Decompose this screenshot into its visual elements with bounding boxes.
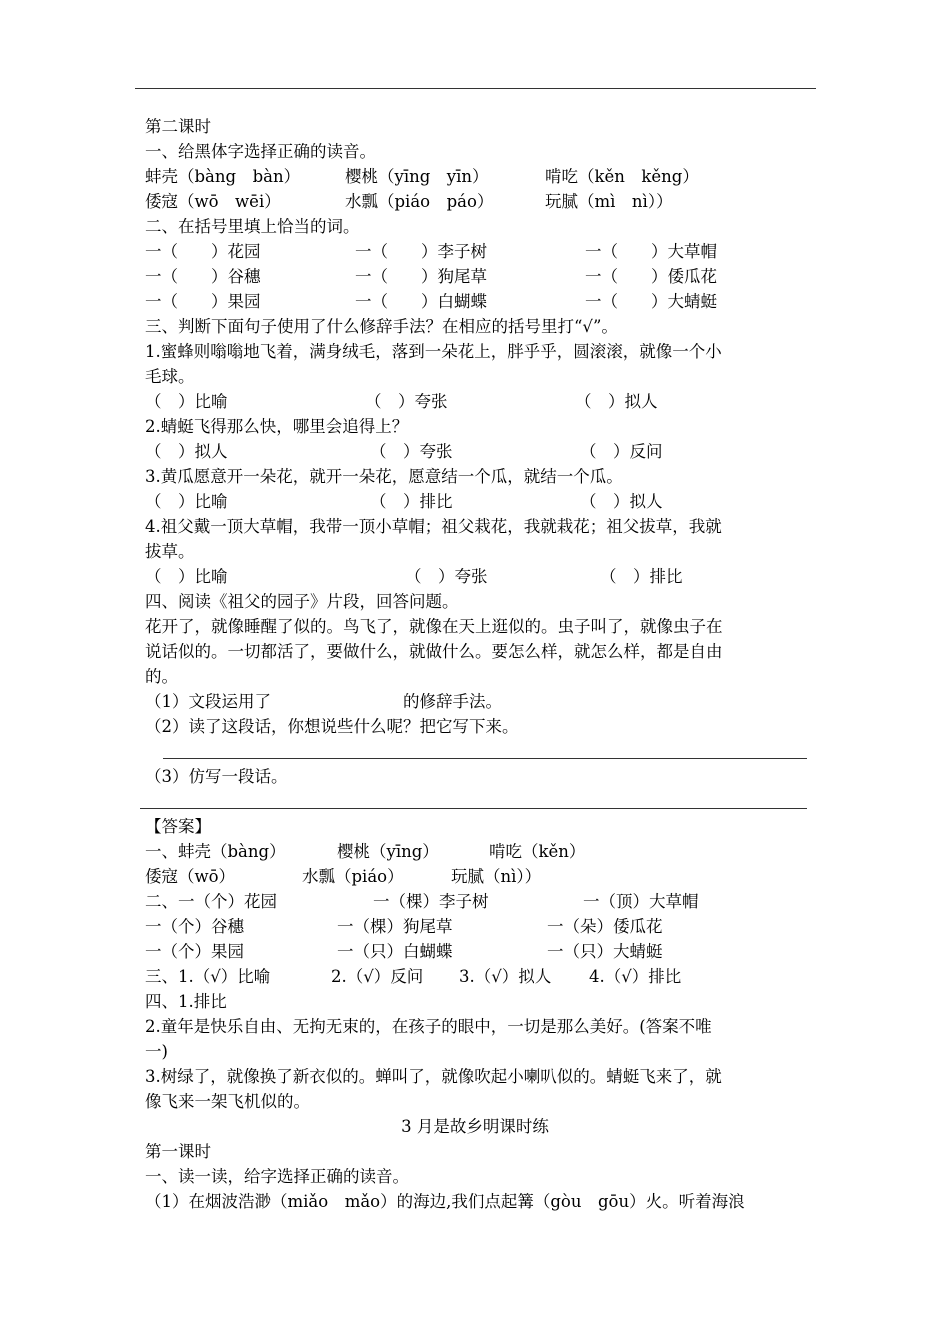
- q1-item: 啃吃（kěn kěng）: [545, 167, 699, 186]
- q1-item: 水瓢（piáo páo）: [345, 192, 494, 211]
- q1-item: 玩腻（mì nì））: [545, 192, 673, 211]
- lesson3-q1-line: （1）在烟波浩渺（miǎo mǎo）的海边,我们点起篝（gòu gōu）火。听着海浪: [145, 1192, 745, 1211]
- q2-item: 一（ ）果园: [145, 292, 261, 311]
- q3-option: （ ）反问: [580, 442, 663, 461]
- answer-line-text: 3.树绿了，就像换了新衣似的。蝉叫了，就像吹起小喇叭似的。蜻蜓飞来了，就: [145, 1067, 722, 1086]
- q2-item: 一（ ）白蝴蝶: [355, 292, 487, 311]
- q3-option: （ ）拟人: [575, 392, 658, 411]
- q3-option: （ ）夸张: [405, 567, 488, 586]
- passage-line: 花开了，就像睡醒了似的。鸟飞了，就像在天上逛似的。虫子叫了，就像虫子在: [145, 617, 723, 636]
- q3-sentence: 拔草。: [145, 542, 195, 561]
- answer-item: 4.（√）排比: [589, 967, 682, 986]
- q2-item: 一（ ）谷穗: [145, 267, 261, 286]
- q1-item: 蚌壳（bàng bàn）: [145, 167, 301, 186]
- q2-heading: 二、在括号里填上恰当的词。: [145, 217, 360, 236]
- answer-item: 一（个）谷穗: [145, 917, 244, 936]
- q3-option: （ ）夸张: [365, 392, 448, 411]
- q3-sentence: 毛球。: [145, 367, 195, 386]
- answer-line: [140, 808, 807, 809]
- answer-item: 一（只）大蜻蜓: [547, 942, 663, 961]
- q3-option: （ ）比喻: [145, 492, 228, 511]
- q2-item: 一（ ）花园: [145, 242, 261, 261]
- q2-item: 一（ ）大草帽: [585, 242, 717, 261]
- q3-option: （ ）比喻: [145, 567, 228, 586]
- lesson3-sub: 第一课时: [145, 1142, 211, 1161]
- answer-item: 二、一（个）花园: [145, 892, 277, 911]
- answer-line: [163, 758, 807, 759]
- answer-line-text: 像飞来一架飞机似的。: [145, 1092, 310, 1111]
- answer-item: 一（个）果园: [145, 942, 244, 961]
- q4-sub1-prefix: （1）文段运用了: [145, 692, 271, 711]
- q3-sentence: 1.蜜蜂则嗡嗡地飞着，满身绒毛，落到一朵花上，胖乎乎，圆滚滚，就像一个小: [145, 342, 722, 361]
- answer-item: 啃吃（kěn）: [489, 842, 586, 861]
- q2-item: 一（ ）大蜻蜓: [585, 292, 717, 311]
- answer-item: 一（只）白蝴蝶: [337, 942, 453, 961]
- q4-heading: 四、阅读《祖父的园子》片段，回答问题。: [145, 592, 459, 611]
- answer-item: 一（顶）大草帽: [583, 892, 699, 911]
- answer-line-text: 一): [145, 1042, 168, 1061]
- q1-item: 樱桃（yīng yīn）: [345, 167, 489, 186]
- lesson-title: 第二课时: [145, 117, 211, 136]
- q3-sentence: 3.黄瓜愿意开一朵花，就开一朵花，愿意结一个瓜，就结一个瓜。: [145, 467, 623, 486]
- q3-sentence: 2.蜻蜓飞得那么快，哪里会追得上？: [145, 417, 409, 436]
- answer-item: 一、蚌壳（bàng）: [145, 842, 286, 861]
- q3-heading: 三、判断下面句子使用了什么修辞手法？在相应的括号里打“√”。: [145, 317, 618, 336]
- q4-sub1-suffix: 的修辞手法。: [403, 692, 502, 711]
- answer-line-text: 四、1.排比: [145, 992, 227, 1011]
- q3-sentence: 4.祖父戴一顶大草帽，我带一顶小草帽；祖父栽花，我就栽花；祖父拔草，我就: [145, 517, 722, 536]
- answer-item: 3.（√）拟人: [459, 967, 552, 986]
- q4-sub3: （3）仿写一段话。: [145, 767, 288, 786]
- answer-item: 一（棵）李子树: [373, 892, 489, 911]
- answer-item: 一（朵）倭瓜花: [547, 917, 663, 936]
- q4-sub2: （2）读了这段话，你想说些什么呢？把它写下来。: [145, 717, 519, 736]
- q3-option: （ ）拟人: [580, 492, 663, 511]
- q2-item: 一（ ）狗尾草: [355, 267, 487, 286]
- q2-item: 一（ ）倭瓜花: [585, 267, 717, 286]
- q3-option: （ ）排比: [600, 567, 683, 586]
- q3-option: （ ）排比: [370, 492, 453, 511]
- q3-option: （ ）拟人: [145, 442, 228, 461]
- answer-item: 2.（√）反问: [331, 967, 424, 986]
- answer-item: 水瓢（piáo）: [302, 867, 404, 886]
- answers-heading: 【答案】: [145, 817, 211, 836]
- answer-item: 一（棵）狗尾草: [337, 917, 453, 936]
- header-rule: [135, 88, 816, 89]
- q1-item: 倭寇（wō wēi）: [145, 192, 281, 211]
- lesson3-title: 3 月是故乡明课时练: [401, 1117, 549, 1136]
- q1-heading: 一、给黑体字选择正确的读音。: [145, 142, 376, 161]
- answer-item: 倭寇（wō）: [145, 867, 236, 886]
- passage-line: 的。: [145, 667, 178, 686]
- answer-line-text: 2.童年是快乐自由、无拘无束的，在孩子的眼中，一切是那么美好。(答案不唯: [145, 1017, 712, 1036]
- q2-item: 一（ ）李子树: [355, 242, 487, 261]
- answer-item: 樱桃（yīng）: [337, 842, 439, 861]
- q3-option: （ ）夸张: [370, 442, 453, 461]
- q3-option: （ ）比喻: [145, 392, 228, 411]
- answer-item: 玩腻（nì））: [451, 867, 542, 886]
- lesson3-q1-heading: 一、读一读，给字选择正确的读音。: [145, 1167, 409, 1186]
- answer-item: 三、1.（√）比喻: [145, 967, 271, 986]
- passage-line: 说话似的。一切都活了，要做什么，就做什么。要怎么样，就怎么样，都是自由: [145, 642, 723, 661]
